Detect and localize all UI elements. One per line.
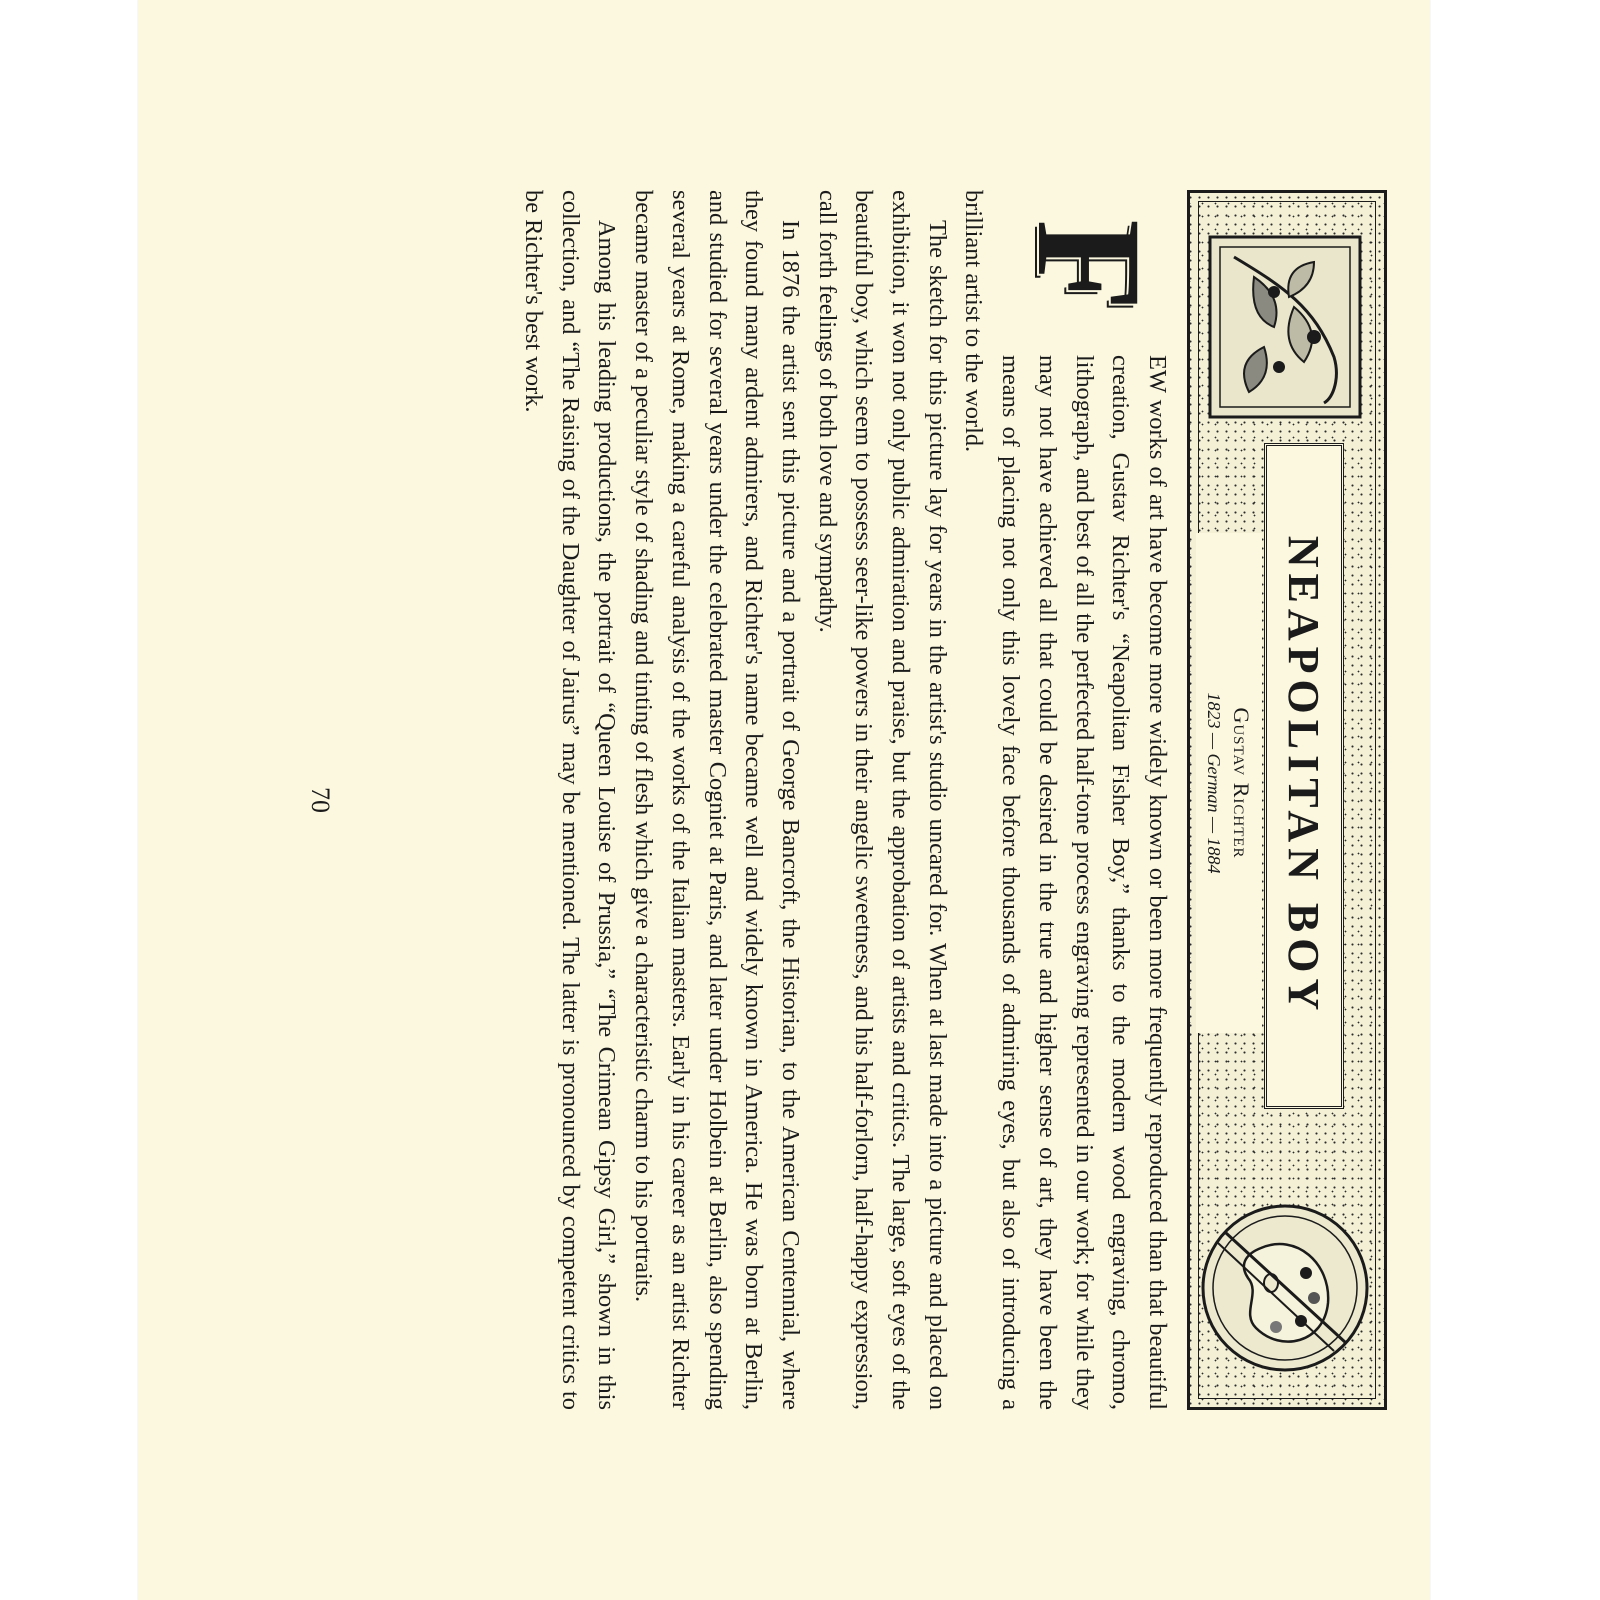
rotated-content — [297, 190, 1387, 1410]
paragraph: Among his leading productions, the portrait of “Queen Louise of Prussia,” “The Crimean Gipsy Girl,” shown in this collection, and “The Raising of the Daughter of Jairus” may be mentioned. The latter is pronounced by competent critics to be Richter's best work. — [520, 190, 621, 1410]
ornamental-header-banner — [1187, 190, 1387, 1410]
author-name: Gustav Richter — [1229, 707, 1255, 859]
author-dates: 1823 — German — 1884 — [1204, 692, 1225, 874]
paragraph: EW works of art have become more widely known or been more frequently reproduced than that beautiful creation, Gustav Richter's “Neapolitan Fisher Boy,” thanks to the modern wood engraving, chromo, lithograph, and best of all the perfected half-tone process engraving represented in our work; for while they may not have achieved all that could be desired in the true and higher sense of art, they have been the means of placing not only this lovely face before thousands of admiring eyes, but also of introducing a brilliant artist to the world. — [955, 190, 1175, 1410]
paragraph: The sketch for this picture lay for years in the artist's studio uncared for. When at last made into a picture and placed on exhibition, it won not only public admiration and praise, but the approbation of artists and critics. The large, soft eyes of the beautiful boy, which seem to possess seer-like powers in their angelic sweetness, and his half-forlorn, half-happy expression, call forth feelings of both love and sympathy. — [813, 190, 951, 1410]
drop-cap-letter: F — [1006, 219, 1172, 311]
title-plate — [1264, 443, 1344, 1109]
page-number: 70 — [306, 787, 335, 813]
paragraph: In 1876 the artist sent this picture and a portrait of George Bancroft, the Historian, to the American Centennial, where they found many ardent admirers, and Richter's name became well and widely known in America. He was born at Berlin, and studied for several years under the celebrated master Cogniet at Paris, and later under Holbein at Berlin, also spending several years at Rome, making a careful analysis of the works of the Italian masters. Early in his career as an artist Richter became master of a peculiar style of shading and tinting of flesh which give a characteristic charm to his portraits. — [630, 190, 804, 1410]
drop-cap-space — [1007, 190, 1175, 355]
artist-palette-medallion-icon — [1194, 1193, 1376, 1383]
article-body — [514, 190, 1175, 1410]
oak-leaf-medallion-icon — [1196, 217, 1374, 437]
page-sheet — [138, 0, 1430, 1600]
byline — [1196, 533, 1262, 1033]
page-title: NEAPOLITAN BOY — [1279, 535, 1329, 1017]
